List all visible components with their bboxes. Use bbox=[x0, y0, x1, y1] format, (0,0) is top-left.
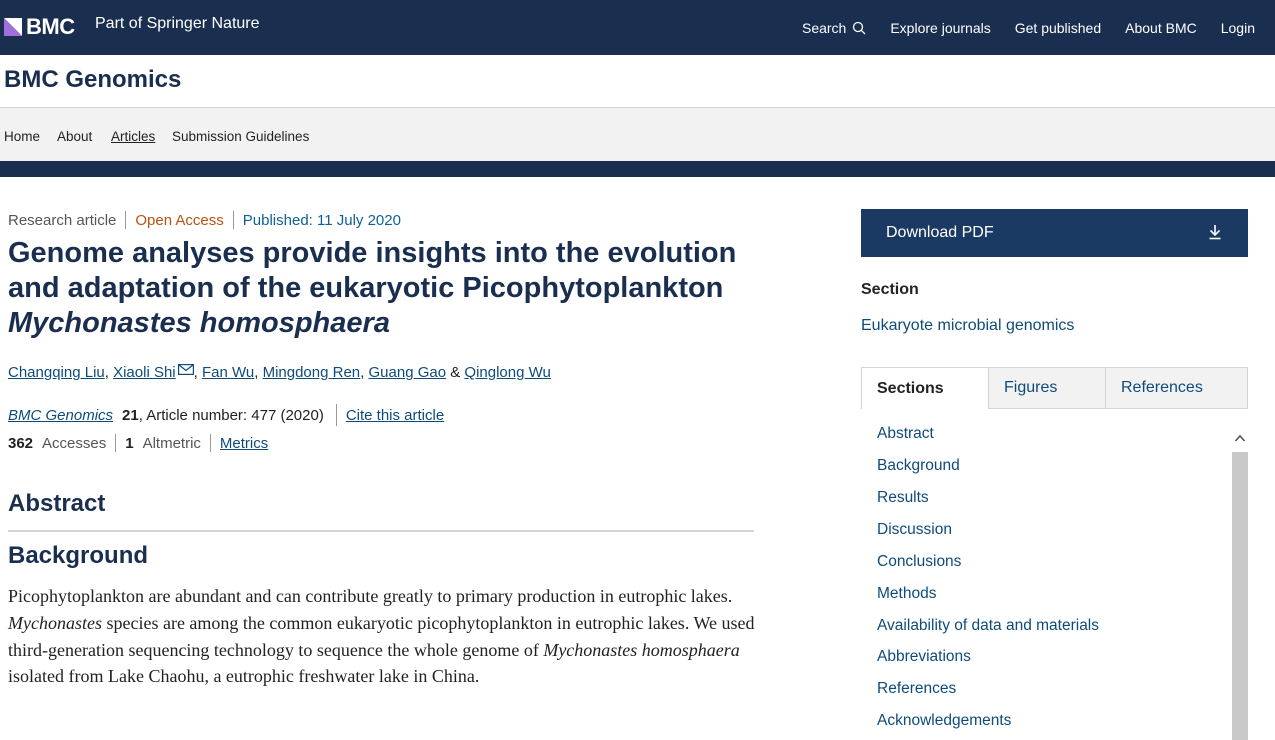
cite-article-link[interactable]: Cite this article bbox=[345, 406, 445, 424]
toc-methods[interactable]: Methods bbox=[877, 585, 937, 602]
global-nav bbox=[802, 0, 1275, 55]
bmc-logo-icon bbox=[4, 18, 22, 36]
bmc-logo[interactable] bbox=[4, 14, 75, 40]
journal-title[interactable]: BMC Genomics bbox=[4, 66, 182, 93]
header-divider-bar bbox=[0, 161, 1275, 177]
sections-scrollbar[interactable] bbox=[1231, 424, 1248, 740]
abstract-heading: Abstract bbox=[8, 490, 106, 517]
global-header bbox=[0, 0, 1275, 55]
sections-list bbox=[861, 409, 1248, 740]
meta-divider bbox=[233, 211, 234, 229]
meta-divider bbox=[115, 434, 116, 452]
explore-journals-link[interactable]: Explore journals bbox=[890, 19, 991, 36]
scroll-up-button[interactable] bbox=[1231, 424, 1248, 452]
meta-divider bbox=[210, 434, 211, 452]
nav-about[interactable]: About bbox=[57, 129, 93, 144]
abstract-text-part: species are among the common eukaryotic picophytoplankton in eutrophic lakes. We used third-generation sequencing technology to sequence the whole genome of bbox=[8, 612, 755, 660]
journal-nav bbox=[0, 108, 1275, 161]
tab-figures[interactable]: Figures bbox=[989, 367, 1106, 409]
chevron-up-icon bbox=[1234, 434, 1246, 442]
article-number: , Article number: 477 (2020) bbox=[138, 406, 324, 424]
author-link[interactable]: Fan Wu bbox=[201, 364, 255, 381]
download-icon bbox=[1208, 224, 1222, 240]
nav-articles[interactable]: Articles bbox=[111, 129, 156, 144]
toc-references[interactable]: References bbox=[877, 680, 957, 697]
toc-conclusions[interactable]: Conclusions bbox=[877, 553, 962, 570]
sidebar-tabs bbox=[861, 367, 1248, 409]
meta-divider bbox=[125, 211, 126, 229]
abstract-text-part: isolated from Lake Chaohu, a eutrophic freshwater lake in China. bbox=[8, 666, 480, 687]
author-link[interactable]: Qinglong Wu bbox=[464, 364, 551, 381]
author-list: Changqing Liu, Xiaoli Shi , Fan Wu, Mingdong Ren, Guang Gao & Qinglong Wu bbox=[8, 364, 551, 381]
open-access-badge: Open Access bbox=[135, 211, 224, 229]
accesses-count: 362 bbox=[8, 434, 34, 452]
nav-home[interactable]: Home bbox=[4, 129, 41, 144]
section-heading: Section bbox=[861, 281, 919, 298]
citation-line bbox=[8, 404, 444, 426]
background-heading: Background bbox=[8, 542, 149, 569]
tab-sections[interactable]: Sections bbox=[861, 367, 989, 409]
author-link[interactable]: Changqing Liu bbox=[8, 364, 105, 381]
search-icon bbox=[852, 21, 866, 35]
abstract-background-text bbox=[8, 583, 760, 690]
accesses-label: Accesses bbox=[42, 434, 107, 452]
article-title bbox=[8, 236, 768, 341]
springer-nature-tagline: Part of Springer Nature bbox=[95, 15, 260, 32]
email-icon[interactable] bbox=[178, 364, 194, 375]
article-meta bbox=[8, 211, 401, 229]
article-title-species: Mychonastes homosphaera bbox=[8, 307, 390, 339]
author-link[interactable]: Xiaoli Shi bbox=[113, 364, 176, 381]
scroll-thumb[interactable] bbox=[1232, 452, 1248, 740]
article-title-line-2: and adaptation of the eukaryotic Picophytoplankton bbox=[8, 272, 724, 304]
search-button[interactable] bbox=[802, 20, 866, 36]
article-type: Research article bbox=[8, 211, 117, 229]
login-link[interactable]: Login bbox=[1220, 19, 1255, 36]
journal-link[interactable]: BMC Genomics bbox=[8, 406, 114, 424]
bmc-logo-text: BMC bbox=[26, 14, 75, 39]
abstract-text-italic: Mychonastes homosphaera bbox=[543, 639, 740, 660]
toc-availability[interactable]: Availability of data and materials bbox=[877, 617, 1100, 634]
toc-abstract[interactable]: Abstract bbox=[877, 425, 934, 442]
abstract-text-italic: Mychonastes bbox=[8, 612, 102, 633]
get-published-link[interactable]: Get published bbox=[1014, 19, 1102, 36]
altmetric-count: 1 bbox=[125, 434, 134, 452]
volume-number: 21 bbox=[122, 406, 139, 424]
author-link[interactable]: Mingdong Ren bbox=[262, 364, 361, 381]
download-pdf-button[interactable] bbox=[861, 209, 1248, 257]
toc-acknowledgements[interactable]: Acknowledgements bbox=[877, 712, 1012, 729]
metrics-link[interactable]: Metrics bbox=[219, 434, 269, 452]
abstract-text-part: Picophytoplankton are abundant and can contribute greatly to primary production in eutrophic lakes. bbox=[8, 586, 733, 606]
toc-results[interactable]: Results bbox=[877, 489, 929, 506]
abstract-rule bbox=[8, 530, 754, 532]
author-link[interactable]: Guang Gao bbox=[368, 364, 447, 381]
meta-divider bbox=[336, 404, 337, 426]
search-label: Search bbox=[801, 19, 847, 36]
altmetric-label: Altmetric bbox=[142, 434, 201, 452]
nav-submission-guidelines[interactable]: Submission Guidelines bbox=[172, 129, 310, 144]
published-date: Published: 11 July 2020 bbox=[242, 211, 401, 229]
download-pdf-label: Download PDF bbox=[886, 224, 994, 241]
section-link[interactable]: Eukaryote microbial genomics bbox=[861, 317, 1075, 334]
toc-discussion[interactable]: Discussion bbox=[877, 521, 952, 538]
toc-background[interactable]: Background bbox=[877, 457, 960, 474]
tab-references[interactable]: References bbox=[1106, 367, 1248, 409]
about-bmc-link[interactable]: About BMC bbox=[1125, 19, 1197, 36]
article-title-line-1: Genome analyses provide insights into the evolution bbox=[8, 237, 737, 269]
metrics-bar bbox=[8, 434, 268, 452]
journal-header bbox=[0, 55, 1275, 108]
toc-abbreviations[interactable]: Abbreviations bbox=[877, 648, 971, 665]
